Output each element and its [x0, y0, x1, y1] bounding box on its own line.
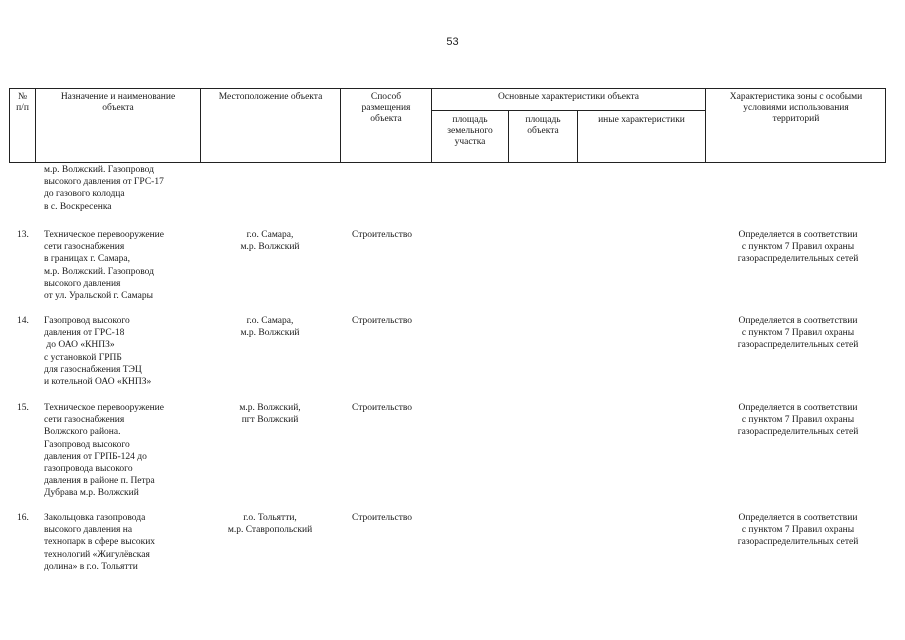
- row-number: 13.: [17, 230, 29, 240]
- row-location: г.о. Самара, м.р. Волжский: [240, 316, 300, 339]
- row-number: 16.: [17, 513, 29, 523]
- row-method: Строительство: [352, 230, 413, 240]
- table-header: [9, 88, 886, 163]
- header-other: иные характеристики: [598, 115, 685, 125]
- row-method: Строительство: [352, 403, 413, 413]
- row-name: Газопровод высокого давления от ГРС-18 до ОАО «КНПЗ» с установкой ГРПБ для газоснабжения ТЭЦ и котельной ОАО «КНПЗ»: [44, 316, 152, 388]
- row-zone: Определяется в соответствии с пунктом 7 Правил охраны газораспределительных сетей: [737, 230, 859, 265]
- header-name: Назначение и наименование объекта: [60, 92, 176, 113]
- header-method: Способ размещения объекта: [361, 92, 411, 124]
- row-location: м.р. Волжский, пгт Волжский: [239, 403, 301, 426]
- row-name: Техническое перевооружение сети газоснабжения Волжского района. Газопровод высокого давления от ГРПБ-124 до газопровода высокого давления в районе п. Петра Дубрава м.р. Волжский: [44, 403, 164, 499]
- row-name: Закольцовка газопровода высокого давления на технопарк в сфере высоких технологий «Жигулёвская долина» в г.о. Тольятти: [44, 513, 156, 572]
- row-method: Строительство: [352, 513, 413, 523]
- row-number: 14.: [17, 316, 29, 326]
- row-location: г.о. Самара, м.р. Волжский: [240, 230, 300, 253]
- row-zone: Определяется в соответствии с пунктом 7 Правил охраны газораспределительных сетей: [737, 513, 859, 548]
- row-location: г.о. Тольятти, м.р. Ставропольский: [227, 513, 313, 536]
- header-main-characteristics: Основные характеристики объекта: [498, 92, 639, 102]
- header-zone: Характеристика зоны с особыми условиями использования территорий: [729, 92, 863, 124]
- header-num: № п/п: [16, 92, 29, 113]
- header-object-area: площадь объекта: [525, 115, 561, 136]
- row-name: Техническое перевооружение сети газоснабжения в границах г. Самара, м.р. Волжский. Газопровод высокого давления от ул. Уральской г. Самары: [44, 230, 164, 302]
- row-zone: Определяется в соответствии с пунктом 7 Правил охраны газораспределительных сетей: [737, 316, 859, 351]
- page-number: 53: [446, 36, 459, 48]
- header-location: Местоположение объекта: [218, 92, 323, 102]
- row-zone: Определяется в соответствии с пунктом 7 Правил охраны газораспределительных сетей: [737, 403, 859, 438]
- header-land-area: площадь земельного участка: [447, 115, 493, 147]
- continuation-name: м.р. Волжский. Газопровод высокого давления от ГРС-17 до газового колодца в с. Воскресенка: [44, 165, 164, 212]
- row-method: Строительство: [352, 316, 413, 326]
- subheader-divider: [431, 110, 705, 111]
- row-number: 15.: [17, 403, 29, 413]
